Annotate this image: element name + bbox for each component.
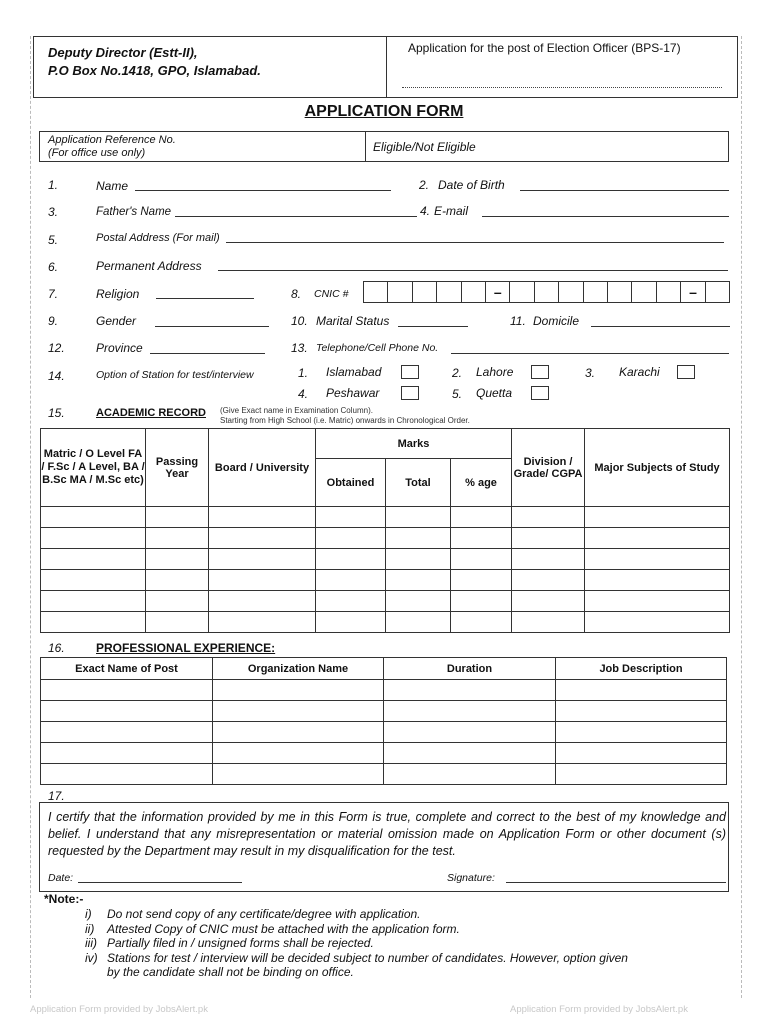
academic-record-title: ACADEMIC RECORD [96, 407, 206, 419]
table-row [41, 612, 730, 633]
reference-divider [365, 131, 366, 162]
list-item: by the candidate shall not be binding on office. [107, 965, 354, 979]
field-number-8: 8. [291, 287, 302, 301]
religion-field[interactable] [156, 298, 254, 299]
table-row [41, 528, 730, 549]
academic-record-table [40, 428, 730, 633]
phone-field[interactable] [451, 353, 729, 354]
col-obtained: Obtained [316, 459, 386, 507]
religion-label: Religion [96, 287, 140, 301]
footer-left: Application Form provided by JobsAlert.pk [30, 1004, 208, 1015]
academic-note [220, 406, 470, 426]
field-number-2: 2. [419, 178, 430, 192]
certification-text: I certify that the information provided by me in this Form is true, complete and correct to the best of my knowledge and belief. I understand that any misrepresentation or material omission made on Application Form or other document (s) requested by the Department may result in my disqualification for the test. [48, 810, 726, 858]
phone-label: Telephone/Cell Phone No. [316, 342, 439, 354]
name-field[interactable] [135, 190, 391, 191]
form-title: APPLICATION FORM [304, 103, 464, 120]
col-percent: % age [451, 459, 512, 507]
cnic-digit-box[interactable] [608, 282, 632, 302]
post-title: Application for the post of Election Officer (BPS-17) [408, 41, 681, 55]
station-number: 5. [452, 387, 463, 401]
cnic-digit-box[interactable] [632, 282, 656, 302]
footer-right: Application Form provided by JobsAlert.pk [510, 1004, 688, 1015]
reference-label-line2: (For office use only) [48, 147, 146, 159]
post-dotted-line [402, 87, 722, 88]
reference-label-line1: Application Reference No. [48, 134, 176, 146]
date-label: Date: [48, 872, 74, 884]
postal-address-field[interactable] [226, 242, 724, 243]
province-label: Province [96, 341, 143, 355]
field-number-16: 16. [48, 641, 65, 655]
station-option-label: Option of Station for test/interview [96, 369, 254, 381]
cnic-digit-box[interactable] [510, 282, 534, 302]
cnic-digit-box[interactable] [388, 282, 412, 302]
list-item: iv) Stations for test / interview will be decided subject to number of candidates. However, option given [85, 950, 628, 965]
col-organization: Organization Name [213, 658, 384, 680]
signature-label: Signature: [447, 872, 495, 884]
field-number-3: 3. [48, 205, 59, 219]
dob-field[interactable] [520, 190, 729, 191]
station-peshawar-label: Peshawar [326, 386, 380, 400]
field-number-10: 10. [291, 314, 308, 328]
col-passing-year: Passing Year [146, 429, 209, 507]
table-row [41, 764, 727, 785]
field-number-7: 7. [48, 287, 59, 301]
col-job-description: Job Description [556, 658, 727, 680]
academic-note-line2: Starting from High School (i.e. Matric) onwards in Chronological Order. [220, 416, 470, 425]
station-karachi-checkbox[interactable] [677, 365, 695, 379]
address-line-2: P.O Box No.1418, GPO, Islamabad. [48, 63, 261, 78]
domicile-label: Domicile [533, 314, 580, 328]
field-number-5: 5. [48, 233, 59, 247]
signature-field[interactable] [506, 882, 726, 883]
father-name-label: Father's Name [96, 206, 172, 218]
date-field[interactable] [78, 882, 242, 883]
cnic-boxes[interactable] [363, 281, 730, 303]
recipient-address [48, 44, 261, 80]
col-total: Total [386, 459, 451, 507]
gender-field[interactable] [155, 326, 269, 327]
col-duration: Duration [384, 658, 556, 680]
field-number-1: 1. [48, 178, 59, 192]
experience-title: PROFESSIONAL EXPERIENCE: [96, 641, 276, 655]
table-row [41, 743, 727, 764]
table-row [41, 722, 727, 743]
table-row [41, 680, 727, 701]
cnic-digit-box[interactable] [559, 282, 583, 302]
table-row [41, 701, 727, 722]
permanent-address-label: Permanent Address [96, 259, 202, 273]
reference-label [48, 134, 176, 160]
cnic-label: CNIC # [314, 288, 349, 300]
station-islamabad-label: Islamabad [326, 365, 382, 379]
field-number-6: 6. [48, 260, 59, 274]
table-row [41, 570, 730, 591]
field-number-15: 15. [48, 406, 65, 420]
list-item: i) Do not send copy of any certificate/degree with application. [85, 907, 421, 921]
header-divider [386, 36, 387, 98]
academic-note-line1: (Give Exact name in Examination Column). [220, 406, 373, 415]
cnic-digit-box[interactable] [706, 282, 729, 302]
col-division: Division / Grade/ CGPA [512, 429, 585, 507]
list-item: ii) Attested Copy of CNIC must be attached with the application form. [85, 921, 460, 936]
station-peshawar-checkbox[interactable] [401, 386, 419, 400]
email-field[interactable] [482, 216, 729, 217]
table-row [41, 507, 730, 528]
name-label: Name [96, 179, 129, 193]
cnic-digit-box[interactable] [535, 282, 559, 302]
field-number-9: 9. [48, 314, 59, 328]
field-number-4: 4. [420, 204, 431, 218]
eligibility-label: Eligible/Not Eligible [373, 140, 476, 154]
marital-status-field[interactable] [398, 326, 468, 327]
dob-label: Date of Birth [438, 178, 505, 192]
field-number-11: 11. [510, 314, 526, 328]
note-title: *Note:- [44, 892, 84, 906]
field-number-12: 12. [48, 341, 65, 355]
station-quetta-label: Quetta [476, 386, 513, 400]
field-number-14: 14. [48, 369, 65, 383]
col-exam: Matric / O Level FA / F.Sc / A Level, BA / B.Sc MA / M.Sc etc) [41, 429, 146, 507]
cnic-digit-box[interactable] [584, 282, 608, 302]
permanent-address-field[interactable] [218, 270, 728, 271]
postal-address-label: Postal Address (For mail) [96, 232, 220, 244]
cnic-digit-box[interactable] [437, 282, 461, 302]
list-item: iii) Partially filed in / unsigned forms shall be rejected. [85, 936, 374, 950]
address-line-1: Deputy Director (Estt-II), [48, 45, 198, 60]
province-field[interactable] [150, 353, 265, 354]
cnic-digit-box[interactable] [462, 282, 486, 302]
cnic-digit-box[interactable] [657, 282, 681, 302]
cnic-digit-box[interactable] [413, 282, 437, 302]
station-lahore-label: Lahore [476, 365, 514, 379]
station-islamabad-checkbox[interactable] [401, 365, 419, 379]
col-board: Board / University [209, 429, 316, 507]
domicile-field[interactable] [591, 326, 730, 327]
field-number-17: 17. [48, 789, 65, 803]
marital-status-label: Marital Status [316, 314, 390, 328]
station-number: 4. [298, 387, 309, 401]
father-name-field[interactable] [175, 216, 417, 217]
station-number: 2. [452, 366, 463, 380]
station-lahore-checkbox[interactable] [531, 365, 549, 379]
station-karachi-label: Karachi [619, 365, 660, 379]
notes-list [85, 907, 725, 980]
col-post-name: Exact Name of Post [41, 658, 213, 680]
station-quetta-checkbox[interactable] [531, 386, 549, 400]
station-number: 1. [298, 366, 309, 380]
table-row [41, 591, 730, 612]
cnic-dash: – [486, 282, 510, 302]
cnic-dash: – [681, 282, 705, 302]
col-marks: Marks [316, 429, 512, 459]
gender-label: Gender [96, 314, 137, 328]
station-number: 3. [585, 366, 596, 380]
cnic-digit-box[interactable] [364, 282, 388, 302]
experience-table [40, 657, 727, 785]
table-row [41, 549, 730, 570]
email-label: E-mail [434, 204, 469, 218]
field-number-13: 13. [291, 341, 308, 355]
col-subjects: Major Subjects of Study [585, 429, 730, 507]
